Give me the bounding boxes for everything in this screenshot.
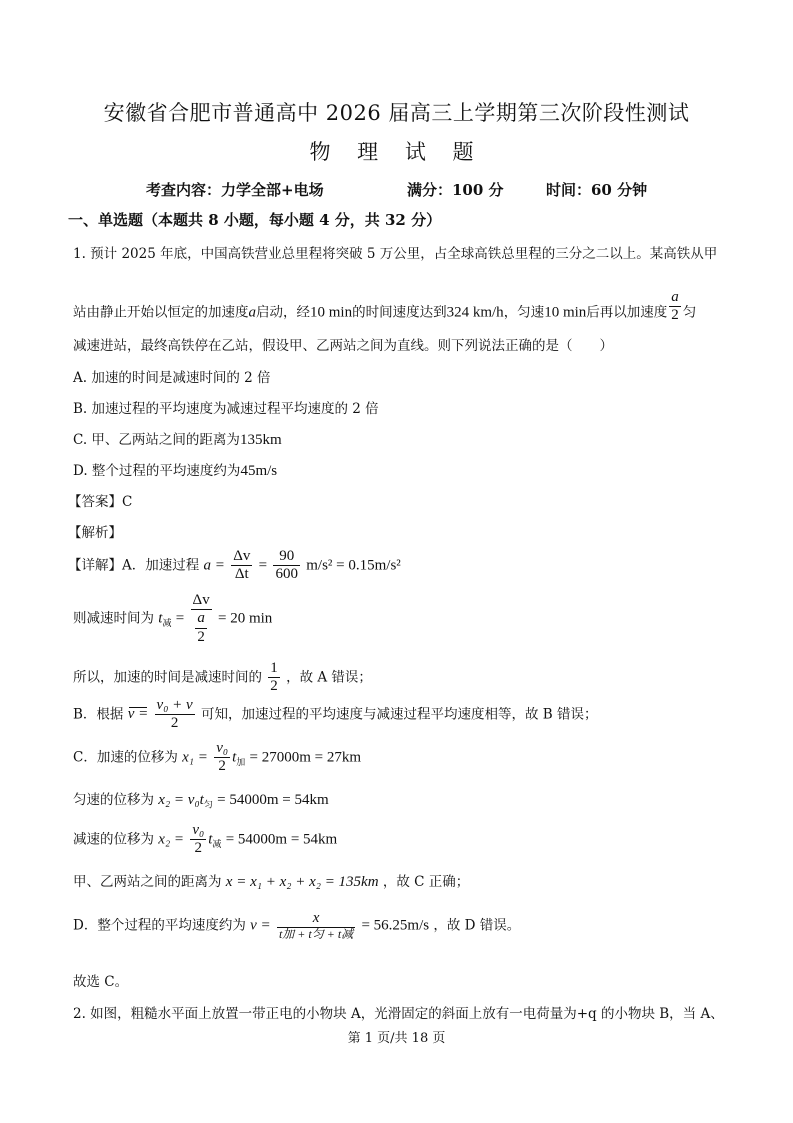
exam-full-score: 满分：100 分	[407, 181, 504, 199]
num: 90	[273, 548, 300, 566]
detail-c-accel	[73, 740, 361, 776]
analysis-label: 【解析】	[68, 525, 122, 541]
q1-option-a: A. 加速的时间是减速时间的 2 倍	[73, 370, 271, 386]
eq-lhs: x₂ =	[158, 831, 185, 848]
eq-rhs: m/s² = 0.15m/s²	[306, 557, 401, 574]
text: 站由静止开始以恒定的加速度	[73, 304, 249, 321]
den: 2	[197, 628, 205, 645]
equals: =	[258, 557, 268, 574]
den	[191, 610, 212, 646]
fraction-a-over-2	[669, 289, 681, 325]
num: v₀	[214, 740, 230, 758]
text: 所以，加速的时间是减速时间的	[73, 669, 262, 686]
detail-distance	[73, 870, 469, 891]
value: 135km	[239, 432, 282, 448]
value: 45m/s	[240, 463, 278, 479]
eq-rhs: = 56.25m/s	[361, 917, 430, 934]
text: B．根据	[73, 706, 124, 723]
text: 可知，加速过程的平均速度与减速过程平均速度相等，故 B 错误；	[201, 706, 598, 723]
exam-time: 时间：60 分钟	[546, 181, 648, 199]
subscript: 减	[162, 619, 172, 630]
q1-option-d	[73, 459, 277, 480]
text: 启动，经	[256, 304, 310, 321]
den: 2	[671, 307, 679, 324]
q1-option-b: B. 加速过程的平均速度为减速过程平均速度的 2 倍	[73, 401, 379, 417]
detail-d	[73, 910, 520, 942]
text: 【详解】A．加速过程	[68, 557, 200, 574]
q1-stem-line2	[73, 289, 697, 331]
fraction	[273, 548, 300, 584]
fraction	[231, 548, 252, 584]
subscript: 匀	[203, 800, 213, 811]
den: 600	[275, 566, 298, 583]
detail-a-equation	[68, 548, 401, 584]
text: D. 整个过程的平均速度约为	[73, 463, 241, 479]
eq-lhs: a =	[203, 557, 225, 574]
fraction	[277, 910, 355, 942]
text: C. 甲、乙两站之间的距离为	[73, 432, 240, 448]
text: 减速的位移为	[73, 831, 154, 848]
text: ，故 A 错误；	[286, 669, 372, 686]
subscript: 加	[236, 757, 246, 768]
q1-stem-line1: 1. 预计 2025 年底，中国高铁营业总里程将突破 5 万公里，占全球高铁总里程的三分之二以上。某高铁从甲	[73, 246, 718, 262]
answer	[68, 490, 132, 510]
eq-lhs: v =	[250, 917, 271, 934]
q1-option-c	[73, 428, 282, 449]
detail-b	[73, 697, 598, 733]
eq-lhs: x₁ =	[182, 749, 208, 766]
num: a	[195, 610, 207, 628]
value-time1: 10 min	[310, 304, 353, 321]
text: ，匀速	[503, 304, 545, 321]
value-time2: 10 min	[544, 304, 587, 321]
fraction-half	[268, 660, 280, 696]
detail-decel	[73, 822, 337, 858]
conclusion-a	[73, 660, 372, 696]
q2-stem-line1: 2. 如图，粗糙水平面上放置一带正电的小物块 A，光滑固定的斜面上放有一电荷量为+q 的小物块 B，当 A、	[73, 1006, 724, 1022]
decel-time-equation	[73, 592, 272, 646]
exam-scope: 考查内容：力学全部+电场	[146, 181, 324, 199]
fraction	[190, 822, 206, 858]
fraction	[214, 740, 230, 776]
var-a: a	[248, 304, 256, 321]
num: Δv	[231, 548, 252, 566]
eq: x₂ = v₀t	[158, 792, 204, 808]
fraction	[191, 592, 212, 646]
den: 2	[218, 758, 226, 775]
var-t: t	[208, 831, 213, 848]
text: 后再以加速度	[586, 304, 668, 321]
inner-fraction	[195, 610, 207, 646]
text: 的时间速度达到	[352, 304, 447, 321]
text: 匀	[682, 304, 697, 321]
den: 2	[194, 840, 203, 857]
var-t: t	[232, 749, 237, 766]
detail-uniform	[73, 788, 329, 811]
text: 匀速的位移为	[73, 792, 154, 808]
page-subtitle: 物 理 试 题	[309, 140, 484, 164]
answer-label: 【答案】	[68, 494, 122, 510]
num: 1	[268, 660, 280, 678]
eq-rhs: = 20 min	[218, 610, 273, 627]
text: 则减速时间为	[73, 610, 154, 627]
equals: =	[175, 610, 185, 627]
den: 2	[270, 678, 278, 695]
value-speed: 324 km/h	[446, 304, 504, 321]
page-title: 安徽省合肥市普通高中 2026 届高三上学期第三次阶段性测试	[103, 101, 690, 125]
text: D．整个过程的平均速度约为	[73, 917, 246, 934]
den: t加 + t匀 + t减	[278, 927, 354, 942]
num: v₀	[190, 822, 206, 840]
num: v₀ + v	[155, 697, 195, 715]
eq-rhs: = 54000m = 54km	[217, 792, 329, 808]
text: ，故 D 错误。	[433, 917, 521, 934]
eq: x = x₁ + x₂ + x₂ = 135km	[225, 874, 379, 890]
num: x	[277, 910, 355, 928]
num: Δv	[191, 592, 212, 610]
eq-lhs: v =	[127, 706, 149, 723]
subscript: 减	[212, 839, 222, 850]
q1-stem-line3: 减速进站，最终高铁停在乙站，假设甲、乙两站之间为直线。则下列说法正确的是（ ）	[73, 338, 613, 354]
den: Δt	[234, 566, 249, 583]
section-heading: 一、单选题（本题共 8 小题，每小题 4 分，共 32 分）	[68, 211, 442, 229]
eq-rhs: = 27000m = 27km	[249, 749, 362, 766]
page-footer: 第 1 页/共 18 页	[347, 1031, 446, 1046]
text: 甲、乙两站之间的距离为	[73, 874, 222, 890]
eq-lhs: t	[158, 610, 163, 627]
fraction	[155, 697, 195, 733]
text: C．加速的位移为	[73, 749, 178, 766]
final-choice: 故选 C。	[73, 974, 129, 990]
num: a	[669, 289, 681, 307]
answer-value: C	[122, 494, 133, 510]
den: 2	[170, 715, 179, 732]
text: ，故 C 正确；	[382, 874, 470, 890]
eq-rhs: = 54000m = 54km	[225, 831, 338, 848]
